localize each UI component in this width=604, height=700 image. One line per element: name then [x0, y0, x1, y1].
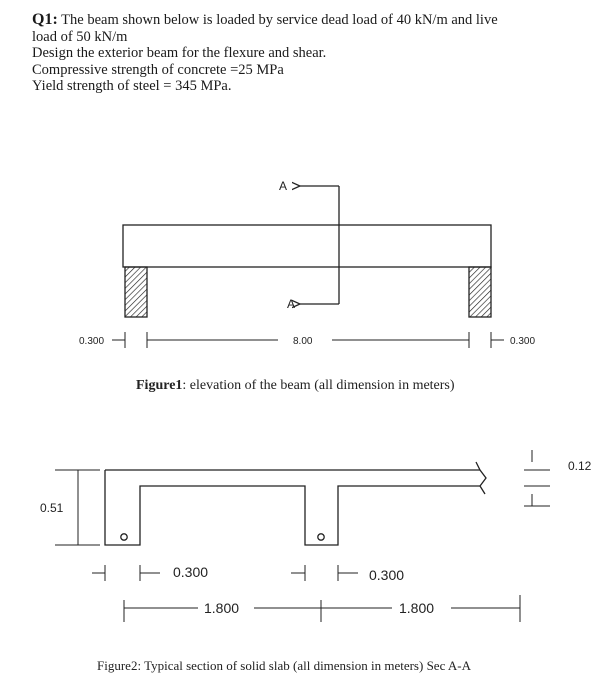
spacing-right-label: 1.800	[399, 600, 435, 616]
beam-elevation	[123, 225, 491, 267]
question-number: Q1:	[32, 11, 58, 28]
web-width-right-label: 0.300	[369, 567, 405, 583]
problem-line-1-text: The beam shown below is loaded by service dead load of 40 kN/m and live	[61, 12, 498, 28]
slab-section-outline	[105, 470, 480, 545]
spacing-dimensions	[124, 595, 520, 622]
figure1-elevation	[112, 186, 504, 348]
problem-line-5: Yield strength of steel = 345 MPa.	[32, 78, 232, 94]
figure1-caption-text: : elevation of the beam (all dimension in meters)	[182, 378, 455, 393]
figure2-caption: Figure2: Typical section of solid slab (all dimension in meters) Sec A-A	[97, 658, 471, 673]
break-symbol	[476, 462, 486, 494]
slab-thickness-dimension	[524, 450, 550, 506]
figure1-caption	[136, 378, 455, 393]
section-mark-bottom-label: A	[287, 297, 296, 311]
problem-line-3: Design the exterior beam for the flexure and shear.	[32, 45, 327, 61]
web-width-left-label: 0.300	[173, 564, 209, 580]
span-length-label: 8.00	[293, 336, 313, 347]
web-width-dimensions	[92, 565, 358, 581]
right-support-width-label: 0.300	[510, 336, 536, 347]
problem-line-2: load of 50 kN/m	[32, 28, 128, 45]
problem-line-4: Compressive strength of concrete =25 MPa	[32, 61, 284, 78]
left-support-width-label: 0.300	[79, 336, 105, 347]
spacing-left-label: 1.800	[204, 600, 240, 616]
figure2-section	[55, 450, 550, 622]
left-support	[125, 267, 147, 317]
figure1-caption-label: Figure1	[136, 378, 183, 393]
rebar-left	[121, 534, 127, 540]
section-mark-top-label: A	[279, 179, 288, 193]
beam-depth-label: 0.51	[40, 501, 64, 515]
right-support	[469, 267, 491, 317]
rebar-right	[318, 534, 324, 540]
slab-thickness-label: 0.12	[568, 459, 592, 473]
